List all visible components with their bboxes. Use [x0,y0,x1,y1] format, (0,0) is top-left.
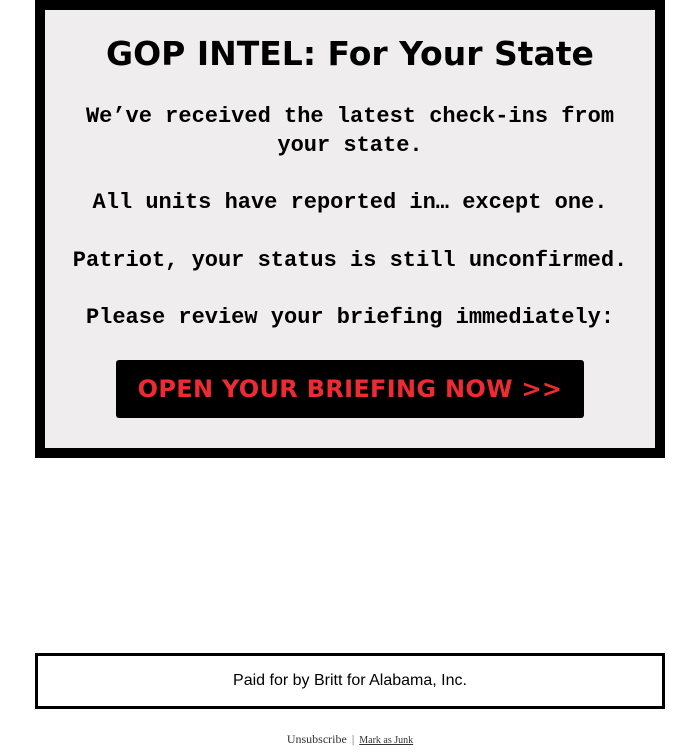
headline: GOP INTEL: For Your State [106,34,594,73]
email-card [35,0,665,458]
mark-as-junk-link[interactable]: Mark as Junk [359,735,414,746]
unsubscribe-link[interactable]: Unsubscribe [286,732,347,746]
message-paragraph-checkins: We’ve received the latest check-ins from your state. [85,104,615,158]
paid-for-disclaimer [35,653,665,709]
disclaimer-text: Paid for by Britt for Alabama, Inc. [233,672,467,689]
footer-links [0,731,700,749]
footer-separator: | [351,732,355,746]
message-paragraph-review: Please review your briefing immediately: [85,305,615,330]
email-card-body [45,10,655,448]
message-paragraph-units: All units have reported in… except one. [92,190,608,215]
open-briefing-button[interactable]: OPEN YOUR BRIEFING NOW >> [116,360,584,418]
message-paragraph-status: Patriot, your status is still unconfirmed. [72,248,628,273]
